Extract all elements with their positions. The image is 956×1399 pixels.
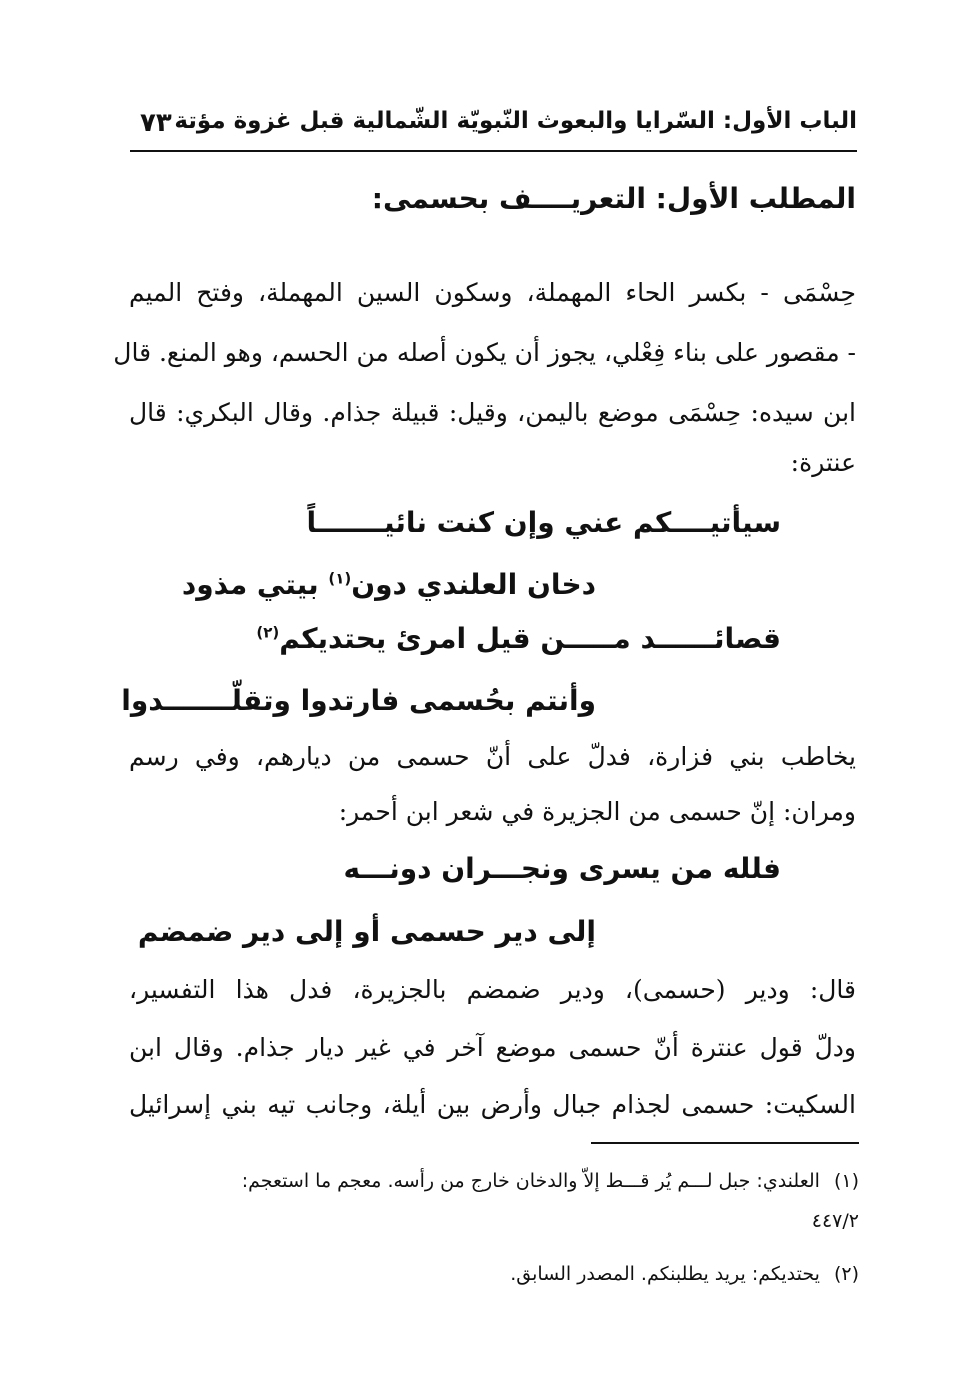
paragraph-line: - مقصور على بناء فِعْلي، يجوز أن يكون أصله من الحسم، وهو المنع. قال: [113, 338, 856, 367]
paragraph-line: ودلّ قول عنترة أنّ حسمى موضع آخر في غير ديار جذام. وقال ابن: [129, 1033, 856, 1062]
verse-text: بيتي مذود: [181, 568, 329, 601]
poem-verse: وأنتم بحُسمى فارتدوا وتقلّـــــــدوا: [121, 684, 596, 717]
verse-text: دخان العلندي دون: [351, 568, 596, 601]
paragraph-line: يخاطب بني فزارة، فدلّ على أنّ حسمى من ديارهم، وفي رسم: [129, 742, 856, 771]
footnote: [510, 1263, 859, 1285]
paragraph-line: حِسْمَى - بكسر الحاء المهملة، وسكون السين المهملة، وفتح الميم: [129, 278, 856, 307]
paragraph-line: ومران: إنّ حسمى من الجزيرة في شعر ابن أحمر:: [338, 797, 856, 826]
header-rule: [130, 150, 857, 152]
footnote-continuation: ٤٤٧/٢: [811, 1210, 859, 1232]
footnote-reference: (١): [328, 569, 352, 588]
footnote-text: العلندي: جبل لـــم يُر قـــط إلاّ والدخان خارج من رأسه. معجم ما استعجم:: [241, 1170, 820, 1192]
footnote: [242, 1170, 859, 1192]
poem-verse: إلى دير حسمى أو إلى دير ضمضم: [137, 915, 596, 948]
page-number: ٧٣: [140, 108, 172, 138]
poem-verse: [256, 622, 781, 655]
paragraph-line: ابن سيده: حِسْمَى موضع باليمن، وقيل: قبيلة جذام. وقال البكري: قال: [129, 398, 856, 427]
poem-verse: [182, 568, 596, 601]
footnote-number: (١): [833, 1170, 859, 1192]
poem-verse: سيأتيــــكم عني وإن كنت نائيـــــــاً: [306, 506, 781, 539]
verse-text: قصائــــــد مـــــن قيل امرئ يحتديكم: [279, 622, 781, 655]
paragraph-line: السكيت: حسمى لجذام جبال وأرض بين أيلة، وجانب تيه بني إسرائيل: [129, 1090, 856, 1119]
footnote-number: (٢): [833, 1263, 859, 1285]
footnote-rule: [591, 1142, 859, 1144]
footnote-text: يحتديكم: يريد يطلبنكم. المصدر السابق.: [510, 1263, 820, 1285]
paragraph-line: قال: ودير (حسمى)، ودير ضمضم بالجزيرة، فدل هذا التفسير،: [129, 975, 856, 1004]
chapter-title: الباب الأول: السّرايا والبعوث النّبويّة الشّمالية قبل غزوة مؤتة: [174, 108, 857, 134]
footnote-reference: (٢): [256, 623, 280, 642]
poem-verse: فلله من يسرى ونجـــران دونـــه: [343, 852, 781, 885]
section-heading: المطلب الأول: التعريــــف بحسمى:: [371, 182, 856, 215]
paragraph-line: عنترة:: [790, 448, 856, 477]
running-header: [130, 108, 857, 148]
